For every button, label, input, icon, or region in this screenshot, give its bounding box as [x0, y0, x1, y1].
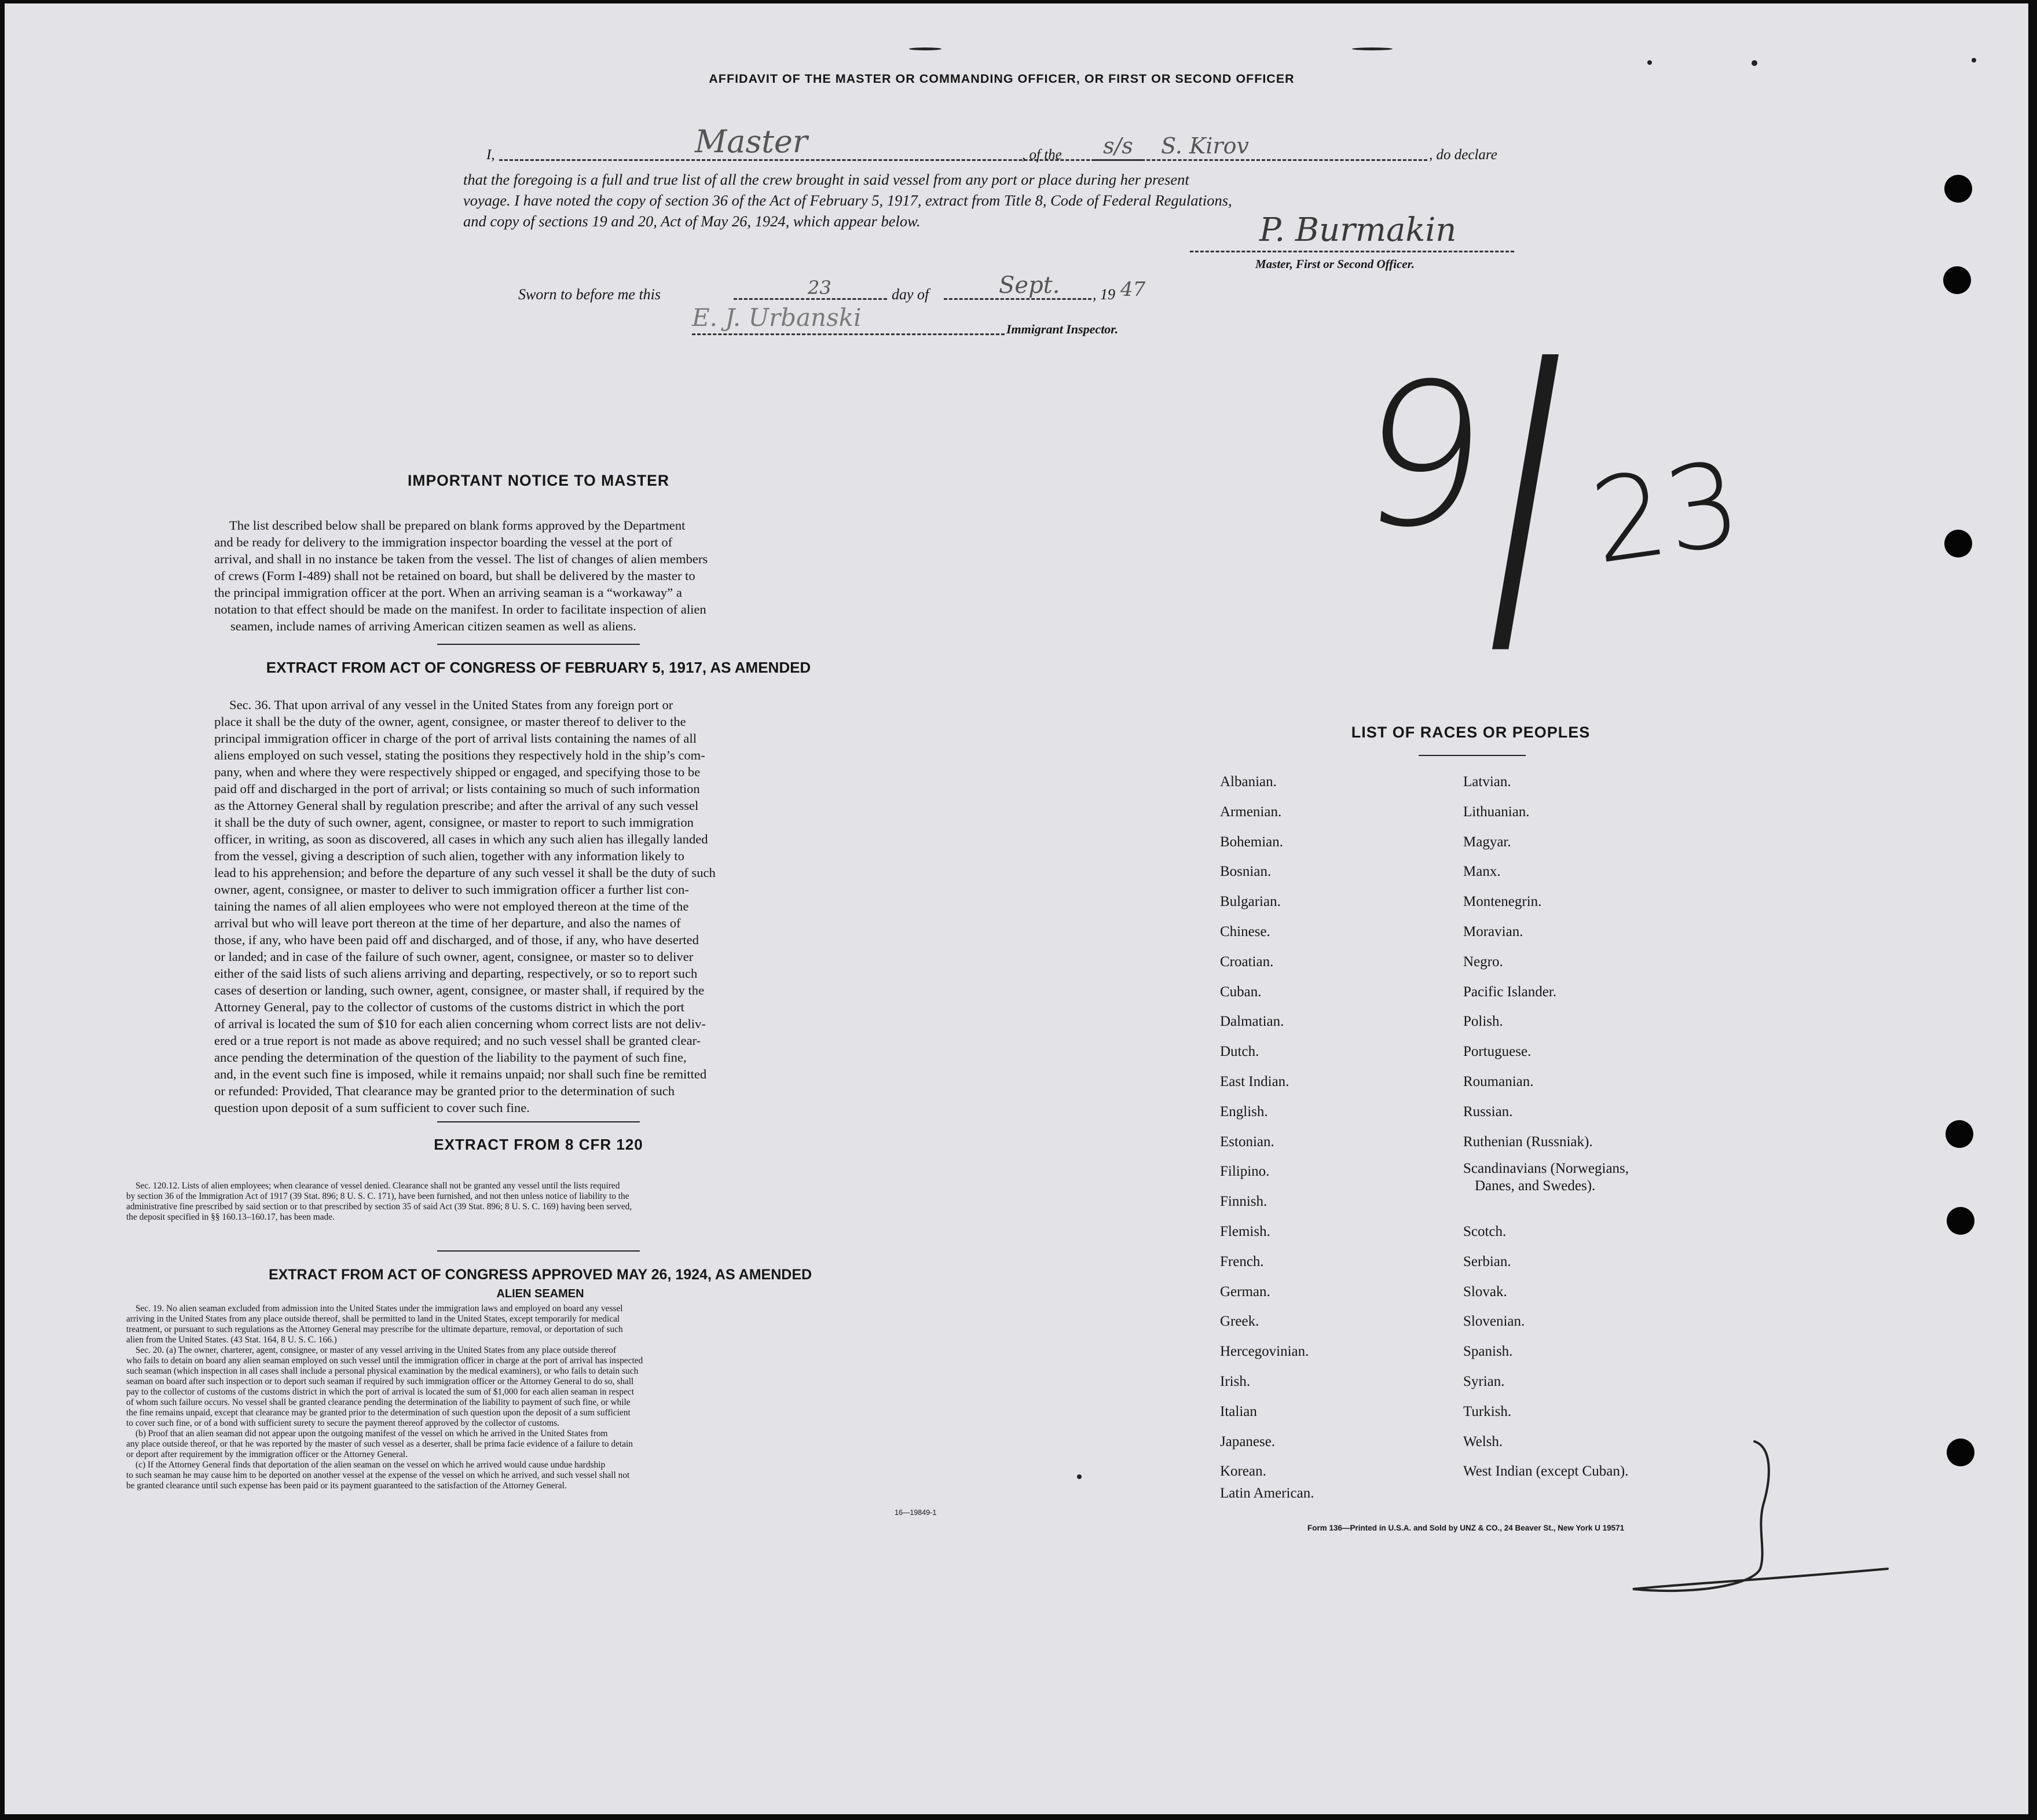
race-item: Russian.: [1463, 1103, 1513, 1120]
race-item: Magyar.: [1463, 834, 1511, 850]
race-item: Serbian.: [1463, 1253, 1511, 1269]
race-item: West Indian (except Cuban).: [1463, 1463, 1629, 1480]
affidavit-title: AFFIDAVIT OF THE MASTER OR COMMANDING OFFICER, OR FIRST OR SECOND OFFICER: [709, 72, 1295, 86]
race-item: Portuguese.: [1463, 1044, 1532, 1060]
dust-speck: [1752, 60, 1757, 66]
form-code: 16—19849-1: [895, 1509, 937, 1517]
year-prefix: , 19: [1093, 286, 1115, 303]
inspector-signature: E. J. Urbanski: [692, 303, 862, 332]
race-item: Pacific Islander.: [1463, 984, 1557, 1000]
extract-1917-line: and, in the event such fine is imposed, while it remains unpaid; nor shall such fine be remitted: [214, 1067, 707, 1081]
extract-1924-line: to such seaman he may cause him to be deported on another vessel at the expense of the vessel on which he arrived, and such vessel shall not: [126, 1470, 630, 1480]
races-title: LIST OF RACES OR PEOPLES: [1351, 724, 1591, 741]
race-item: Negro.: [1463, 953, 1503, 970]
date-slash: /: [1492, 284, 1559, 701]
section-divider: [1419, 755, 1526, 756]
extract-1917-line: or landed; and in case of the failure of such owner, agent, consignee, or master so to deliver: [214, 949, 694, 964]
race-item: Filipino.: [1220, 1164, 1270, 1180]
race-item: Slovak.: [1463, 1283, 1507, 1300]
race-item: Armenian.: [1220, 803, 1282, 820]
extract-1924-line: (b) Proof that an alien seaman did not appear upon the outgoing manifest of the vessel on which he arrived in the United States from: [135, 1429, 608, 1439]
extract-1917-line: principal immigration officer in charge of the port of arrival lists containing the names of all: [214, 731, 697, 746]
extract-1917-line: ered or a true report is not made as above required; and no such vessel shall be granted clear-: [214, 1033, 701, 1048]
race-item: Dalmatian.: [1220, 1014, 1284, 1030]
extract-1924-line: (c) If the Attorney General finds that deportation of the alien seaman on the vessel on which he arrived would cause undue hardship: [135, 1460, 606, 1470]
race-item: Dutch.: [1220, 1044, 1259, 1060]
extract-1917-line: ance pending the determination of the question of the liability to the payment of such fine,: [214, 1050, 687, 1065]
day-of-label: day of: [892, 286, 929, 303]
handwritten-date: [1332, 284, 1853, 706]
race-item-scandinavians-cont: Danes, and Swedes).: [1475, 1178, 1596, 1194]
punch-hole: [1947, 1439, 1974, 1466]
extract-1924-line: alien from the United States. (43 Stat. 164, 8 U. S. C. 166.): [126, 1335, 337, 1345]
race-item: English.: [1220, 1103, 1268, 1120]
race-item: [1463, 1157, 1629, 1217]
race-item: Bosnian.: [1220, 864, 1272, 880]
race-item: Cuban.: [1220, 984, 1262, 1000]
declare-label: , do declare: [1429, 147, 1497, 163]
sworn-line: [518, 272, 1271, 307]
race-item: German.: [1220, 1283, 1270, 1300]
extract-1924-line: arriving in the United States from any place outside thereof, shall be permitted to land in the United States, except temporarily for medical: [126, 1314, 620, 1324]
race-item: French.: [1220, 1253, 1264, 1269]
punch-hole: [1943, 266, 1971, 294]
handwritten-bracket-mark: [1621, 1430, 1911, 1603]
race-item: Turkish.: [1463, 1403, 1512, 1419]
inspector-line: [692, 333, 1005, 335]
race-item: East Indian.: [1220, 1073, 1289, 1089]
notice-line: and be ready for delivery to the immigration inspector boarding the vessel at the port of: [214, 535, 673, 549]
notice-line: The list described below shall be prepared on blank forms approved by the Department: [229, 518, 686, 533]
notice-line: arrival, and shall in no instance be taken from the vessel. The list of changes of alien members: [214, 552, 708, 566]
race-item: Montenegrin.: [1463, 894, 1542, 910]
sworn-label: Sworn to before me this: [518, 286, 661, 303]
race-item: Hercegovinian.: [1220, 1344, 1309, 1360]
extract-1924-line: the fine remains unpaid, except that clearance may be granted prior to the determination of such question upon the deposit of a sum sufficient: [126, 1408, 631, 1418]
extract-1924-title: EXTRACT FROM ACT OF CONGRESS APPROVED MAY 26, 1924, AS AMENDED: [268, 1267, 812, 1283]
extract-1917-line: taining the names of all alien employees who were not employed thereon at the time of the: [214, 899, 689, 913]
dust-speck: [1972, 58, 1976, 63]
date-month: 9: [1349, 342, 1499, 571]
declaration-line: that the foregoing is a full and true list of all the crew brought in said vessel from any port or place during her present: [463, 171, 1189, 188]
race-item: Estonian.: [1220, 1133, 1274, 1150]
of-the-label: , of the: [1022, 147, 1062, 163]
notice-line: seamen, include names of arriving American citizen seamen as well as aliens.: [230, 619, 636, 633]
extract-cfr-body: [126, 1181, 954, 1223]
section-divider: [437, 644, 640, 645]
extract-1924-line: pay to the collector of customs of the customs district in which the port of arrival is located the sum of $1,000 for each alien seaman in respect: [126, 1387, 635, 1397]
extract-1917-line: those, if any, who have been paid off and discharged, and of those, if any, who have deserted: [214, 933, 699, 947]
extract-1924-line: of whom such failure occurs. No vessel shall be granted clearance pending the determination of the liability to payment of such fine, or while: [126, 1397, 631, 1407]
dust-speck: [1352, 47, 1393, 50]
notice-line: of crews (Form I-489) shall not be retained on board, but shall be delivered by the master to: [214, 568, 695, 583]
extract-1917-line: question upon deposit of a sum sufficient to cover such fine.: [214, 1100, 530, 1115]
race-item: Japanese.: [1220, 1433, 1276, 1450]
form-footer: Form 136—Printed in U.S.A. and Sold by UNZ & CO., 24 Beaver St., New York U 19571: [1307, 1524, 1625, 1532]
extract-1917-line: Sec. 36. That upon arrival of any vessel in the United States from any foreign port or: [229, 698, 673, 712]
races-right-column: [1463, 767, 1629, 1487]
dust-speck: [1647, 60, 1652, 65]
sworn-year: 47: [1120, 278, 1146, 301]
extract-1924-line: such seaman (which inspection in all cases shall include a personal physical examination by the medical examiners), or who fails to detain such: [126, 1366, 639, 1376]
extract-1924-line: be granted clearance until such expense has been paid or its payment guaranteed to the satisfaction of the Attorney General.: [126, 1481, 567, 1491]
vessel-line: [1094, 159, 1427, 161]
race-item: Syrian.: [1463, 1373, 1505, 1389]
extract-1924-line: Sec. 19. No alien seaman excluded from admission into the United States under the immigration laws and employed on board any vessel: [135, 1304, 623, 1313]
signature-caption: Master, First or Second Officer.: [1255, 257, 1415, 271]
extract-1917-line: owner, agent, consignee, or master to deliver to such immigration officer a further list con-: [214, 882, 689, 897]
race-item: Latin American.: [1220, 1485, 1314, 1502]
extract-1917-line: cases of desertion or landing, such owner, agent, consignee, or master shall, if required by the: [214, 983, 705, 997]
extract-1917-line: pany, when and where they were respectively shipped or engaged, and specifying those to be: [214, 765, 701, 779]
extract-cfr-line: by section 36 of the Immigration Act of 1917 (39 Stat. 896; 8 U. S. C. 171), have been furnished, and not then unless notice of liability to the: [126, 1191, 629, 1201]
races-left-column: [1220, 767, 1314, 1505]
extract-1917-line: lead to his apprehension; and before the departure of any such vessel it shall be the duty of such: [214, 865, 716, 880]
race-item: Italian: [1220, 1403, 1257, 1419]
race-item: Ruthenian (Russniak).: [1463, 1133, 1593, 1150]
race-item: Bulgarian.: [1220, 894, 1281, 910]
race-item: Moravian.: [1463, 923, 1523, 940]
extract-1917-line: from the vessel, giving a description of such alien, together with any information likely to: [214, 849, 684, 863]
declaration-line: voyage. I have noted the copy of section 36 of the Act of February 5, 1917, extract from Title 8, Code of Federal Regulations,: [463, 192, 1232, 209]
extract-1917-line: it shall be the duty of such owner, agent, consignee, or master to report to such immigration: [214, 815, 694, 830]
extract-1924-body: [126, 1304, 954, 1491]
extract-1917-line: Attorney General, pay to the collector of customs of the customs district in which the port: [214, 1000, 684, 1014]
handwritten-name: Master: [695, 123, 808, 160]
extract-1924-line: to cover such fine, or of a bond with sufficient surety to secure the payment thereof approved by the collector of customs.: [126, 1418, 560, 1428]
i-label: I,: [486, 147, 495, 163]
extract-1917-line: paid off and discharged in the port of arrival; or lists containing so much of such information: [214, 781, 700, 796]
notice-line: the principal immigration officer at the port. When an arriving seaman is a “workaway” a: [214, 585, 682, 600]
section-divider: [437, 1250, 640, 1252]
extract-1924-line: or deport after requirement by the immigration officer or the Attorney General.: [126, 1450, 408, 1459]
race-item-scandinavians: Scandinavians (Norwegians,: [1463, 1161, 1629, 1177]
extract-1917-title: EXTRACT FROM ACT OF CONGRESS OF FEBRUARY 5, 1917, AS AMENDED: [266, 659, 811, 676]
extract-1917-line: either of the said lists of such aliens arriving and departing, respectively, or so to report such: [214, 966, 698, 981]
race-item: Korean.: [1220, 1463, 1266, 1480]
race-item: Chinese.: [1220, 923, 1270, 940]
punch-hole: [1946, 1120, 1973, 1148]
notice-line: notation to that effect should be made on the manifest. In order to facilitate inspection of alien: [214, 602, 706, 617]
section-divider: [437, 1121, 640, 1122]
dust-speck: [1077, 1474, 1082, 1479]
extract-1917-line: of arrival is located the sum of $10 for each alien concerning whom correct lists are not deliv-: [214, 1017, 706, 1031]
extract-1917-line: place it shall be the duty of the owner, agent, consignee, or master thereof to deliver to the: [214, 714, 686, 729]
punch-hole: [1947, 1207, 1974, 1235]
extract-1917-line: aliens employed on such vessel, stating the positions they respectively hold in the ship’s com-: [214, 748, 705, 762]
extract-1924-line: any place outside thereof, or that he was reported by the master of such vessel as a deserter, shall be prima facie evidence of a failure to detain: [126, 1439, 633, 1449]
race-item: Croatian.: [1220, 953, 1274, 970]
extract-1924-line: Sec. 20. (a) The owner, charterer, agent, consignee, or master of any vessel arriving in the United States from any place outside thereof: [135, 1345, 617, 1355]
sworn-month: Sept.: [999, 272, 1060, 299]
extract-1917-line: officer, in writing, as soon as discovered, all cases in which any such alien has illegally landed: [214, 832, 708, 846]
notice-title: IMPORTANT NOTICE TO MASTER: [408, 472, 669, 489]
handwritten-vessel: s/s S. Kirov: [1103, 133, 1250, 159]
punch-hole: [1944, 530, 1972, 557]
extract-1924-line: who fails to detain on board any alien seaman employed on such vessel until the immigration officer in charge at the port of arrival has inspected: [126, 1356, 643, 1366]
master-signature: P. Burmakin: [1259, 211, 1457, 249]
race-item: Polish.: [1463, 1014, 1503, 1030]
extract-cfr-line: administrative fine prescribed by said section or to that prescribed by section 35 of said Act (39 Stat. 896; 8 U. S. C. 169) having been served,: [126, 1202, 632, 1212]
date-day: 23: [1584, 436, 1749, 590]
extract-1924-line: seaman on board after such inspection or to deport such seaman if required by such immigration officer or the Attorney General to do so, shall: [126, 1377, 634, 1386]
extract-1924-subtitle: ALIEN SEAMEN: [496, 1287, 584, 1300]
inspector-caption: Immigrant Inspector.: [1006, 322, 1119, 336]
race-item: Roumanian.: [1463, 1073, 1534, 1089]
race-item: Scotch.: [1463, 1223, 1507, 1239]
race-item: Finnish.: [1220, 1194, 1267, 1210]
extract-1917-line: arrival but who will leave port thereon at the time of her departure, and also the names of: [214, 916, 681, 930]
extract-cfr-line: the deposit specified in §§ 160.13–160.17, has been made.: [126, 1212, 335, 1222]
race-item: Manx.: [1463, 864, 1501, 880]
race-item: Flemish.: [1220, 1223, 1270, 1239]
declaration-line: and copy of sections 19 and 20, Act of May 26, 1924, which appear below.: [463, 212, 921, 230]
extract-1917-line: as the Attorney General shall by regulation prescribe; and after the arrival of any such vessel: [214, 798, 699, 813]
race-item: Greek.: [1220, 1313, 1259, 1330]
race-item: Slovenian.: [1463, 1313, 1525, 1330]
race-item: Lithuanian.: [1463, 803, 1530, 820]
extract-1924-line: treatment, or pursuant to such regulations as the Attorney General may prescribe for the ultimate departure, removal, or deportation of such: [126, 1324, 623, 1334]
punch-hole: [1944, 175, 1972, 203]
race-item: Bohemian.: [1220, 834, 1284, 850]
race-item: Spanish.: [1463, 1344, 1513, 1360]
race-item: Irish.: [1220, 1373, 1251, 1389]
race-item: Albanian.: [1220, 774, 1277, 790]
extract-cfr-title: EXTRACT FROM 8 CFR 120: [434, 1136, 643, 1153]
notice-body: [214, 517, 863, 634]
sworn-day: 23: [808, 277, 831, 299]
extract-1917-body: [214, 696, 863, 1116]
race-item: Welsh.: [1463, 1433, 1503, 1450]
signature-line: [1190, 251, 1514, 252]
extract-1917-line: or refunded: Provided, That clearance may be granted prior to the determination of such: [214, 1084, 675, 1098]
race-item: Latvian.: [1463, 774, 1511, 790]
dust-speck: [909, 47, 941, 50]
extract-cfr-line: Sec. 120.12. Lists of alien employees; when clearance of vessel denied. Clearance shall not be granted any vessel until the lists required: [135, 1181, 620, 1191]
